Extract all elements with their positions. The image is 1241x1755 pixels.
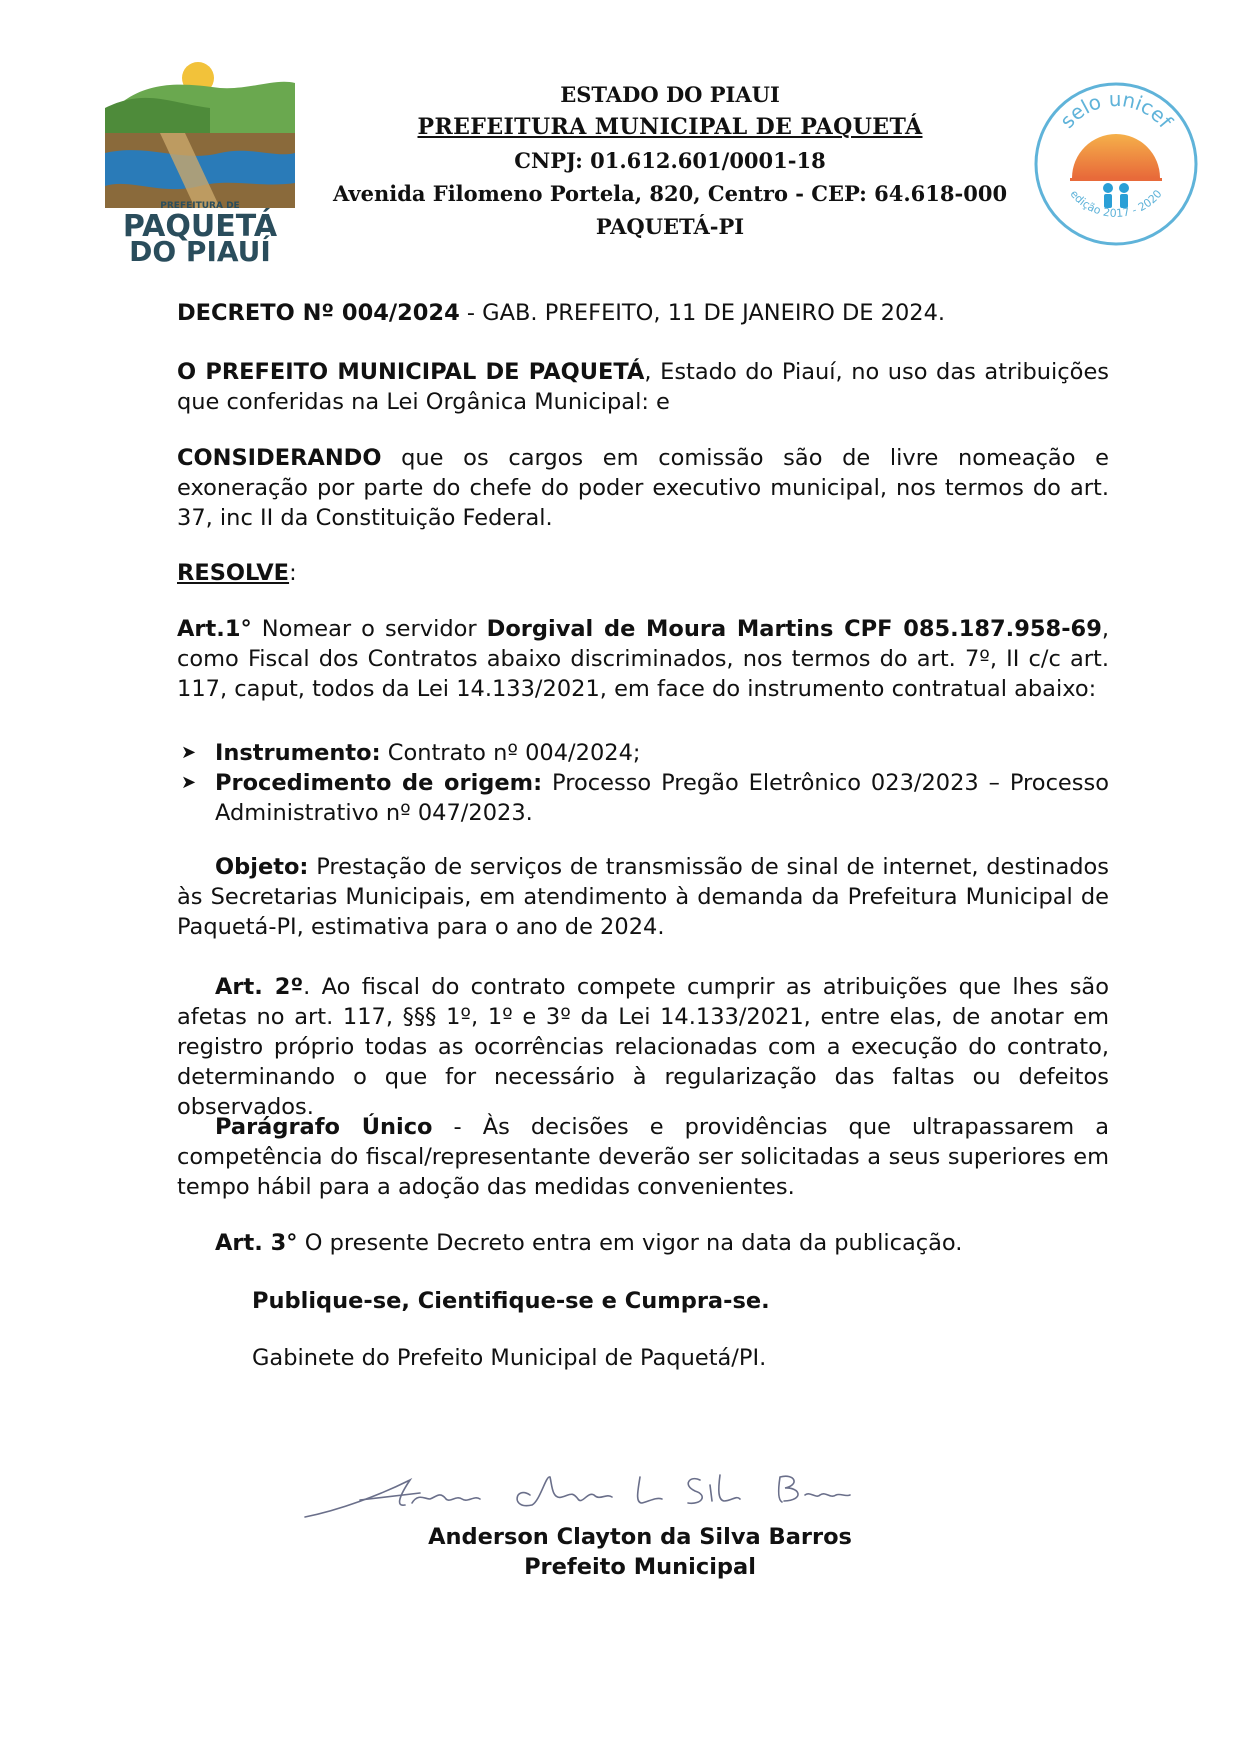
unicef-seal-logo <box>1030 78 1202 250</box>
bullet-instrument <box>177 738 1109 768</box>
resolve-heading <box>177 558 1109 588</box>
sole-paragraph <box>177 1112 1109 1202</box>
seal-bottom-text: edição 2017 - 2020 <box>1067 187 1165 220</box>
office-text: Gabinete do Prefeito Municipal de Paquetá/PI. <box>252 1345 767 1371</box>
bullet-label: Procedimento de origem: <box>215 770 543 796</box>
sole-paragraph-label: Parágrafo Único <box>215 1114 433 1140</box>
bullet-text: Processo Pregão Eletrônico 023/2023 – Processo Administrativo nº 047/2023. <box>215 770 1109 826</box>
decree-heading <box>177 298 1109 328</box>
article-2-text: . Ao fiscal do contrato compete cumprir as atribuições que lhes são afetas no art. 117, §§§ 1º, 1º e 3º da Lei 14.133/2021, entre elas, de anotar em registro próprio todas as ocorrências relacionadas com a execução do contrato, determinando o que for necessário à regularização das faltas ou defeitos observados. <box>177 974 1109 1120</box>
municipality-logo <box>100 58 300 263</box>
logo-top-text: PREFEITURA DE <box>160 201 240 211</box>
article-3 <box>177 1228 1109 1258</box>
object-paragraph <box>177 852 1109 942</box>
article-3-label: Art. 3° <box>215 1230 298 1256</box>
city: PAQUETÁ-PI <box>595 214 745 239</box>
considering-paragraph <box>177 443 1109 533</box>
cnpj: CNPJ: 01.612.601/0001-18 <box>514 148 826 173</box>
resolve-suffix: : <box>289 560 297 586</box>
article-2 <box>177 972 1109 1122</box>
decree-number: DECRETO Nº 004/2024 <box>177 300 460 326</box>
publication-order <box>252 1286 1052 1316</box>
signer-title: Prefeito Municipal <box>524 1554 756 1580</box>
prefecture-name: PREFEITURA MUNICIPAL DE PAQUETÁ <box>417 114 923 140</box>
sole-paragraph-text: - Às decisões e providências que ultrapassarem a competência do fiscal/representante deverão ser solicitadas a seus superiores em tempo hábil para a adoção das medidas convenientes. <box>177 1114 1109 1200</box>
resolve-label: RESOLVE <box>177 560 290 586</box>
handwritten-signature <box>300 1455 920 1525</box>
intro-paragraph <box>177 357 1109 417</box>
logo-line2: DO PIAUÍ <box>129 235 271 263</box>
letterhead <box>330 78 1010 243</box>
article-1 <box>177 614 1109 704</box>
publication-order-text: Publique-se, Cientifique-se e Cumpra-se. <box>252 1288 770 1314</box>
seal-top-text: selo unicef <box>1054 86 1178 133</box>
decree-date: - GAB. PREFEITO, 11 DE JANEIRO DE 2024. <box>459 300 946 326</box>
signer-name: Anderson Clayton da Silva Barros <box>428 1524 852 1550</box>
arrow-bullet-icon: ➤ <box>181 742 197 763</box>
arrow-bullet-icon: ➤ <box>181 772 197 793</box>
object-label: Objeto: <box>215 854 309 880</box>
article-1-text-b: , como Fiscal dos Contratos abaixo discriminados, nos termos do art. 7º, II c/c art. 117, caput, todos da Lei 14.133/2021, em face do instrumento contratual abaixo: <box>177 616 1110 702</box>
intro-bold: O PREFEITO MUNICIPAL DE PAQUETÁ <box>177 359 645 385</box>
article-1-label: Art.1° <box>177 616 252 642</box>
bullet-text: Contrato nº 004/2024; <box>380 740 641 766</box>
logo-line1: PAQUETÁ <box>122 209 278 244</box>
article-2-label: Art. 2º <box>215 974 304 1000</box>
bullet-procedure <box>177 768 1109 828</box>
address: Avenida Filomeno Portela, 820, Centro - CEP: 64.618-000 <box>332 181 1008 206</box>
office-line <box>252 1343 1052 1373</box>
servant-name: Dorgival de Moura Martins CPF 085.187.958-69 <box>486 616 1102 642</box>
bullet-label: Instrumento: <box>215 740 381 766</box>
article-3-text: O presente Decreto entra em vigor na data da publicação. <box>297 1230 963 1256</box>
considering-bold: CONSIDERANDO <box>177 445 382 471</box>
intro-text: , Estado do Piauí, no uso das atribuições que conferidas na Lei Orgânica Municipal: e <box>177 359 1110 415</box>
object-text: Prestação de serviços de transmissão de sinal de internet, destinados às Secretarias Municipais, em atendimento à demanda da Prefeitura Municipal de Paquetá-PI, estimativa para o ano de 2024. <box>177 854 1109 940</box>
state-name: ESTADO DO PIAUI <box>560 82 780 107</box>
article-1-text-a: Nomear o servidor <box>251 616 487 642</box>
considering-text: que os cargos em comissão são de livre nomeação e exoneração por parte do chefe do poder executivo municipal, nos termos do art. 37, inc II da Constituição Federal. <box>177 445 1109 531</box>
